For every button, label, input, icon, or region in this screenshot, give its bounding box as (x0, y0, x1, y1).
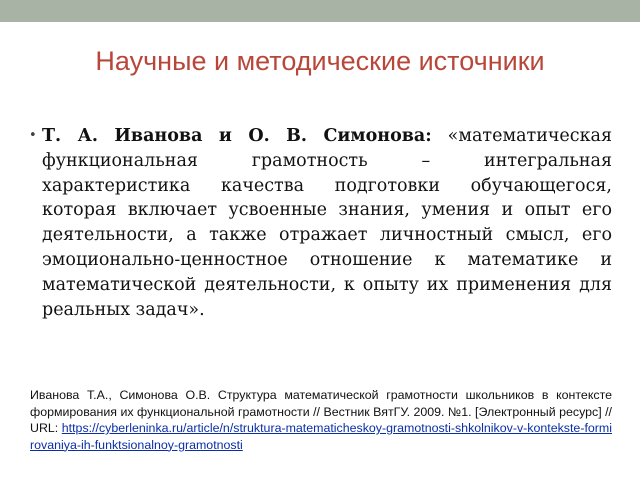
bullet-icon: • (29, 128, 37, 143)
reference-block (30, 387, 612, 453)
bullet-item (30, 124, 612, 322)
bullet-authors: Т. А. Иванова и О. В. Симонова: (42, 126, 432, 146)
bullet-quote: «математическая функциональная грамотность – интегральная характеристика качества подготовки обучающегося, которая включает усвоенные знания, умения и опыт его деятельности, а также отражает личностный смысл, его эмоционально-ценностное отношение к математике и математической деятельности, к опыту их применения для реальных задач». (42, 126, 612, 320)
reference-link[interactable]: https://cyberleninka.ru/article/n/struktura-matematicheskoy-gramotnosti-shkolnikov-v-kontekste-formirovaniya-ih-funktsionalnoy-gramotnosti (30, 421, 612, 452)
bullet-text (42, 124, 612, 322)
top-bar (0, 0, 640, 22)
reference-text: Иванова Т.А., Симонова О.В. Структура математической грамотности школьников в контексте формирования их функциональной грамотности // Вестник ВятГУ. 2009. №1. [Электронный ресурс] // URL: (30, 388, 612, 435)
slide-title: Научные и методические источники (95, 46, 545, 76)
